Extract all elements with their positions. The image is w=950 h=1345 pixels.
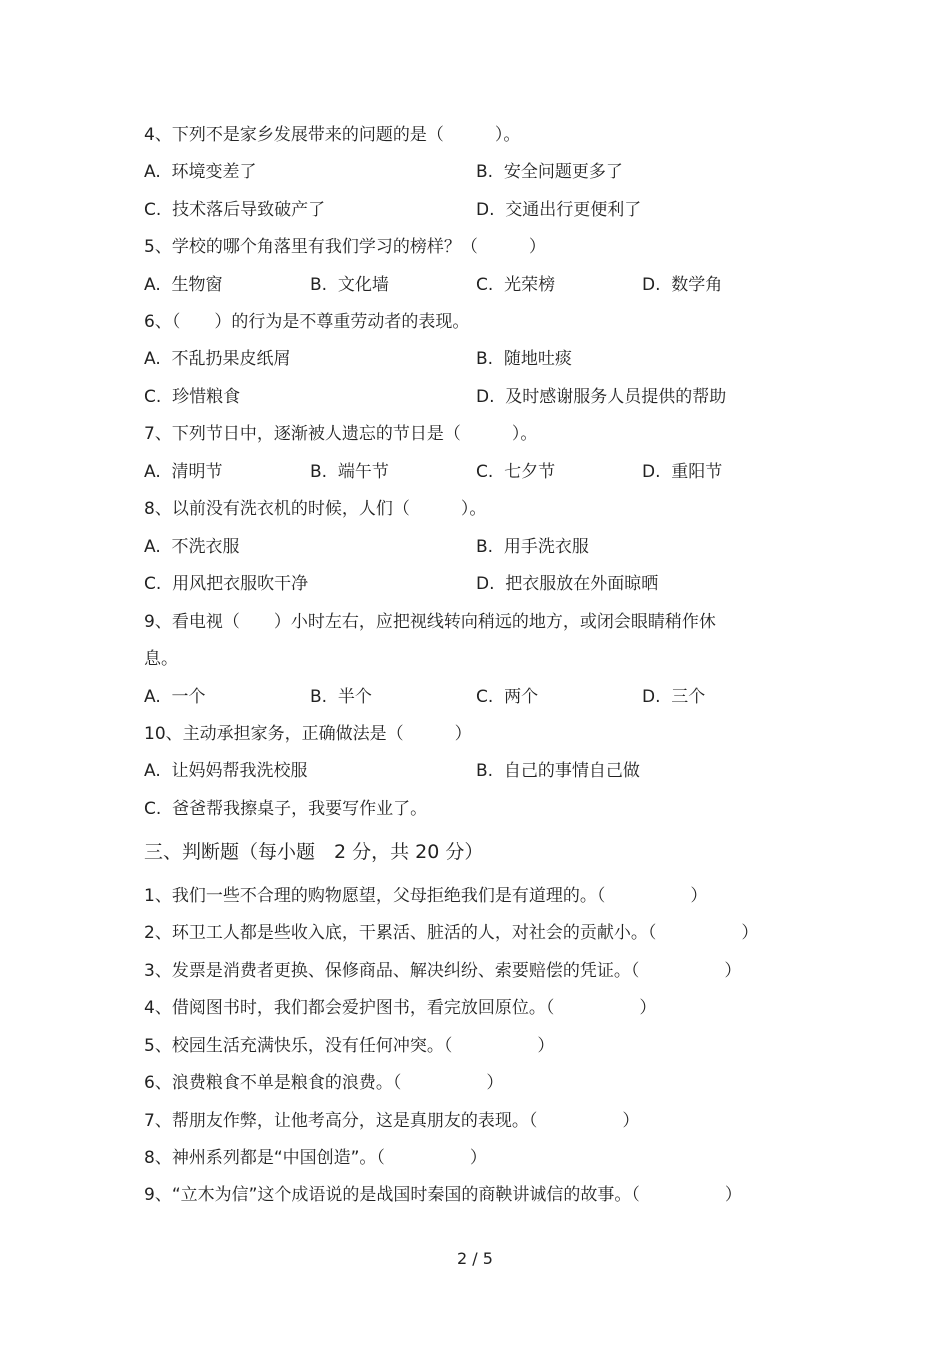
- q4-option-c: C. 技术落后导致破产了: [144, 200, 326, 220]
- q5-option-d: D. 数学角: [642, 275, 723, 295]
- judge-item-2: 2、环卫工人都是些收入底，干累活、脏活的人，对社会的贡献小。（ ）: [144, 923, 759, 943]
- q9-stem-line1: 9、看电视（ ）小时左右，应把视线转向稍远的地方，或闭会眼睛稍作休: [144, 612, 716, 632]
- q7-option-b: B. 端午节: [310, 462, 389, 482]
- judge-item-1: 1、我们一些不合理的购物愿望，父母拒绝我们是有道理的。（ ）: [144, 886, 708, 906]
- q6-option-c: C. 珍惜粮食: [144, 387, 241, 407]
- q5-option-b: B. 文化墙: [310, 275, 389, 295]
- q6-option-a: A. 不乱扔果皮纸屑: [144, 349, 291, 369]
- judge-item-9: 9、“立木为信”这个成语说的是战国时秦国的商鞅讲诚信的故事。（ ）: [144, 1185, 742, 1205]
- judge-item-6: 6、浪费粮食不单是粮食的浪费。（ ）: [144, 1073, 504, 1093]
- q6-option-b: B. 随地吐痰: [476, 349, 572, 369]
- q8-option-b: B. 用手洗衣服: [476, 537, 589, 557]
- q8-stem: 8、以前没有洗衣机的时候，人们（ ）。: [144, 499, 487, 519]
- q4-stem: 4、下列不是家乡发展带来的问题的是（ ）。: [144, 125, 521, 145]
- judge-item-4: 4、借阅图书时，我们都会爱护图书，看完放回原位。（ ）: [144, 998, 657, 1018]
- page-number: 2 / 5: [457, 1249, 493, 1268]
- section-title: 三、判断题（每小题 2 分，共 20 分）: [144, 841, 484, 863]
- judge-item-5: 5、校园生活充满快乐，没有任何冲突。（ ）: [144, 1036, 555, 1056]
- q10-option-a: A. 让妈妈帮我洗校服: [144, 761, 308, 781]
- q4-option-a: A. 环境变差了: [144, 162, 257, 182]
- q10-option-b: B. 自己的事情自己做: [476, 761, 640, 781]
- judge-item-3: 3、发票是消费者更换、保修商品、解决纠纷、索要赔偿的凭证。（ ）: [144, 961, 742, 981]
- judge-item-8: 8、神州系列都是“中国创造”。（ ）: [144, 1148, 487, 1168]
- q9-option-c: C. 两个: [476, 687, 539, 707]
- q4-option-b: B. 安全问题更多了: [476, 162, 623, 182]
- q8-option-a: A. 不洗衣服: [144, 537, 240, 557]
- q10-option-c: C. 爸爸帮我擦桌子，我要写作业了。: [144, 799, 428, 819]
- q7-option-c: C. 七夕节: [476, 462, 556, 482]
- q6-option-d: D. 及时感谢服务人员提供的帮助: [476, 387, 727, 407]
- q9-option-a: A. 一个: [144, 687, 206, 707]
- q6-stem: 6、（ ）的行为是不尊重劳动者的表现。: [144, 312, 470, 332]
- q5-option-c: C. 光荣榜: [476, 275, 556, 295]
- q5-stem: 5、学校的哪个角落里有我们学习的榜样？（ ）: [144, 237, 546, 257]
- q4-option-d: D. 交通出行更便利了: [476, 200, 642, 220]
- q8-option-c: C. 用风把衣服吹干净: [144, 574, 309, 594]
- q9-option-d: D. 三个: [642, 687, 706, 707]
- q9-option-b: B. 半个: [310, 687, 372, 707]
- q7-option-a: A. 清明节: [144, 462, 223, 482]
- q8-option-d: D. 把衣服放在外面晾晒: [476, 574, 659, 594]
- q7-option-d: D. 重阳节: [642, 462, 723, 482]
- q5-option-a: A. 生物窗: [144, 275, 223, 295]
- q10-stem: 10、主动承担家务，正确做法是（ ）: [144, 724, 472, 744]
- q7-stem: 7、下列节日中，逐渐被人遗忘的节日是（ ）。: [144, 424, 538, 444]
- judge-item-7: 7、帮朋友作弊，让他考高分，这是真朋友的表现。（ ）: [144, 1111, 640, 1131]
- q9-stem-line2: 息。: [144, 649, 178, 669]
